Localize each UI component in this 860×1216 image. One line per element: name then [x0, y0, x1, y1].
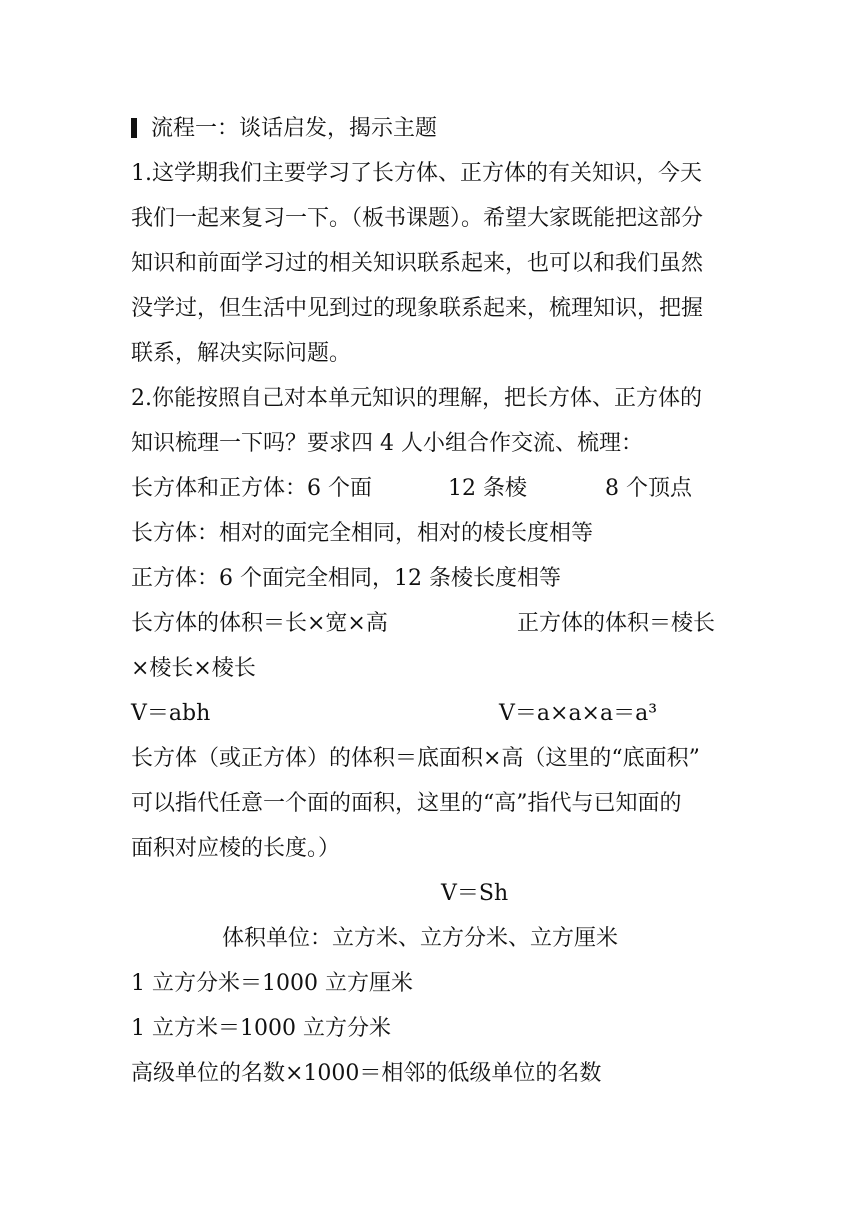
cube-volume-formula-continued: ×棱长×棱长 [131, 656, 256, 681]
heading-text: 流程一：谈话启发，揭示主题 [151, 116, 438, 141]
general-volume-line-2: 可以指代任意一个面的面积，这里的“高”指代与已知面的 [131, 791, 682, 816]
unit-rule-1: 1 立方分米＝1000 立方厘米 [131, 971, 413, 996]
volume-units-title: 体积单位：立方米、立方分米、立方厘米 [222, 926, 619, 951]
section-heading [131, 114, 437, 144]
cuboid-volume-formula: 长方体的体积＝长×宽×高 [131, 611, 388, 636]
cuboid-volume-symbol: V＝abh [131, 701, 211, 726]
cuboid-facts-line: 长方体：相对的面完全相同，相对的棱长度相等 [131, 521, 594, 546]
unit-rule-3: 高级单位的名数×1000＝相邻的低级单位的名数 [131, 1061, 602, 1086]
volume-formula-line [131, 609, 731, 639]
unit-rule-2: 1 立方米＝1000 立方分米 [131, 1016, 391, 1041]
paragraph1-line-2: 我们一起来复习一下。（板书课题）。希望大家既能把这部分 [131, 206, 704, 231]
volume-symbol-line [131, 699, 731, 729]
paragraph1-line-3: 知识和前面学习过的相关知识联系起来，也可以和我们虽然 [131, 251, 704, 276]
paragraph2-line-1: 2.你能按照自己对本单元知识的理解，把长方体、正方体的 [131, 386, 702, 411]
common-faces-text: 长方体和正方体：6 个面 [131, 476, 372, 501]
general-volume-line-3: 面积对应棱的长度。） [131, 836, 341, 861]
cube-facts-line: 正方体：6 个面完全相同，12 条棱长度相等 [131, 566, 561, 591]
cube-volume-symbol: V＝a×a×a＝a³ [499, 701, 658, 726]
general-volume-line-1: 长方体（或正方体）的体积＝底面积×高（这里的“底面积” [131, 746, 700, 771]
common-facts-line [131, 474, 731, 504]
paragraph1-line-1: 1.这学期我们主要学习了长方体、正方体的有关知识，今天 [131, 161, 702, 186]
paragraph1-line-4: 没学过，但生活中见到过的现象联系起来，梳理知识，把握 [131, 296, 704, 321]
paragraph2-line-2: 知识梳理一下吗？要求四 4 人小组合作交流、梳理： [131, 431, 643, 456]
general-volume-symbol: V＝Sh [441, 881, 509, 906]
cube-volume-formula: 正方体的体积＝棱长 [517, 611, 716, 636]
heading-bullet-icon [131, 118, 137, 138]
vertices-text: 8 个顶点 [605, 476, 692, 501]
edges-text: 12 条棱 [448, 476, 527, 501]
paragraph1-line-5: 联系，解决实际问题。 [131, 341, 352, 366]
